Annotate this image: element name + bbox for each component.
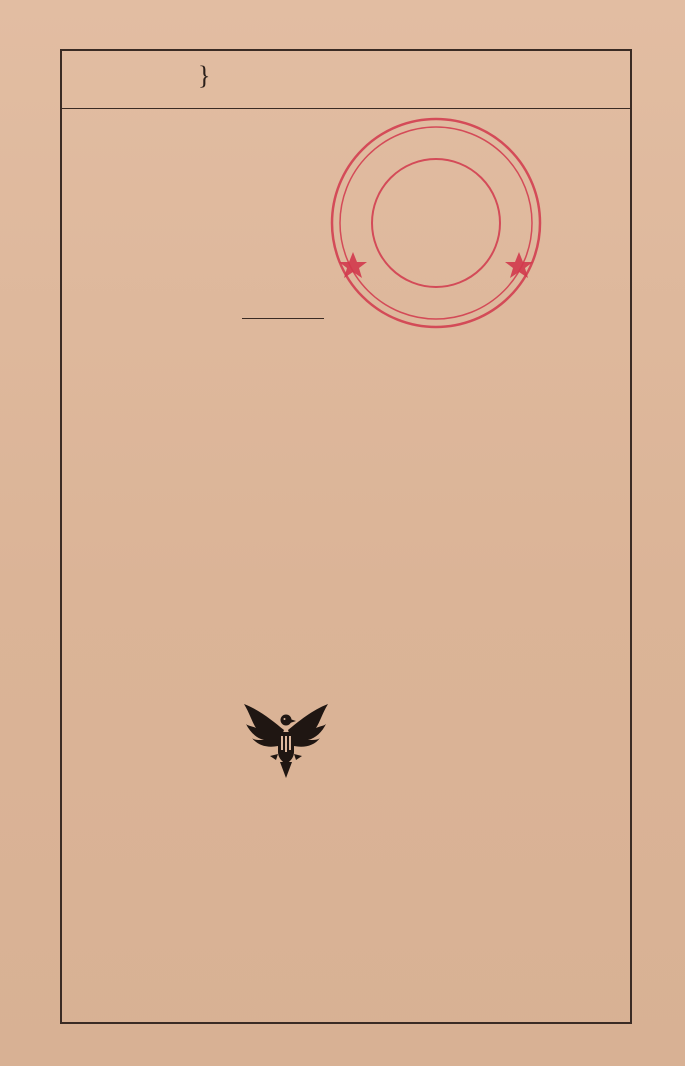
header-divider [62, 108, 630, 109]
brace-glyph: } [198, 61, 211, 90]
eagle-seal-icon [240, 700, 332, 782]
title-divider [242, 318, 324, 319]
cover-frame [60, 49, 632, 1024]
